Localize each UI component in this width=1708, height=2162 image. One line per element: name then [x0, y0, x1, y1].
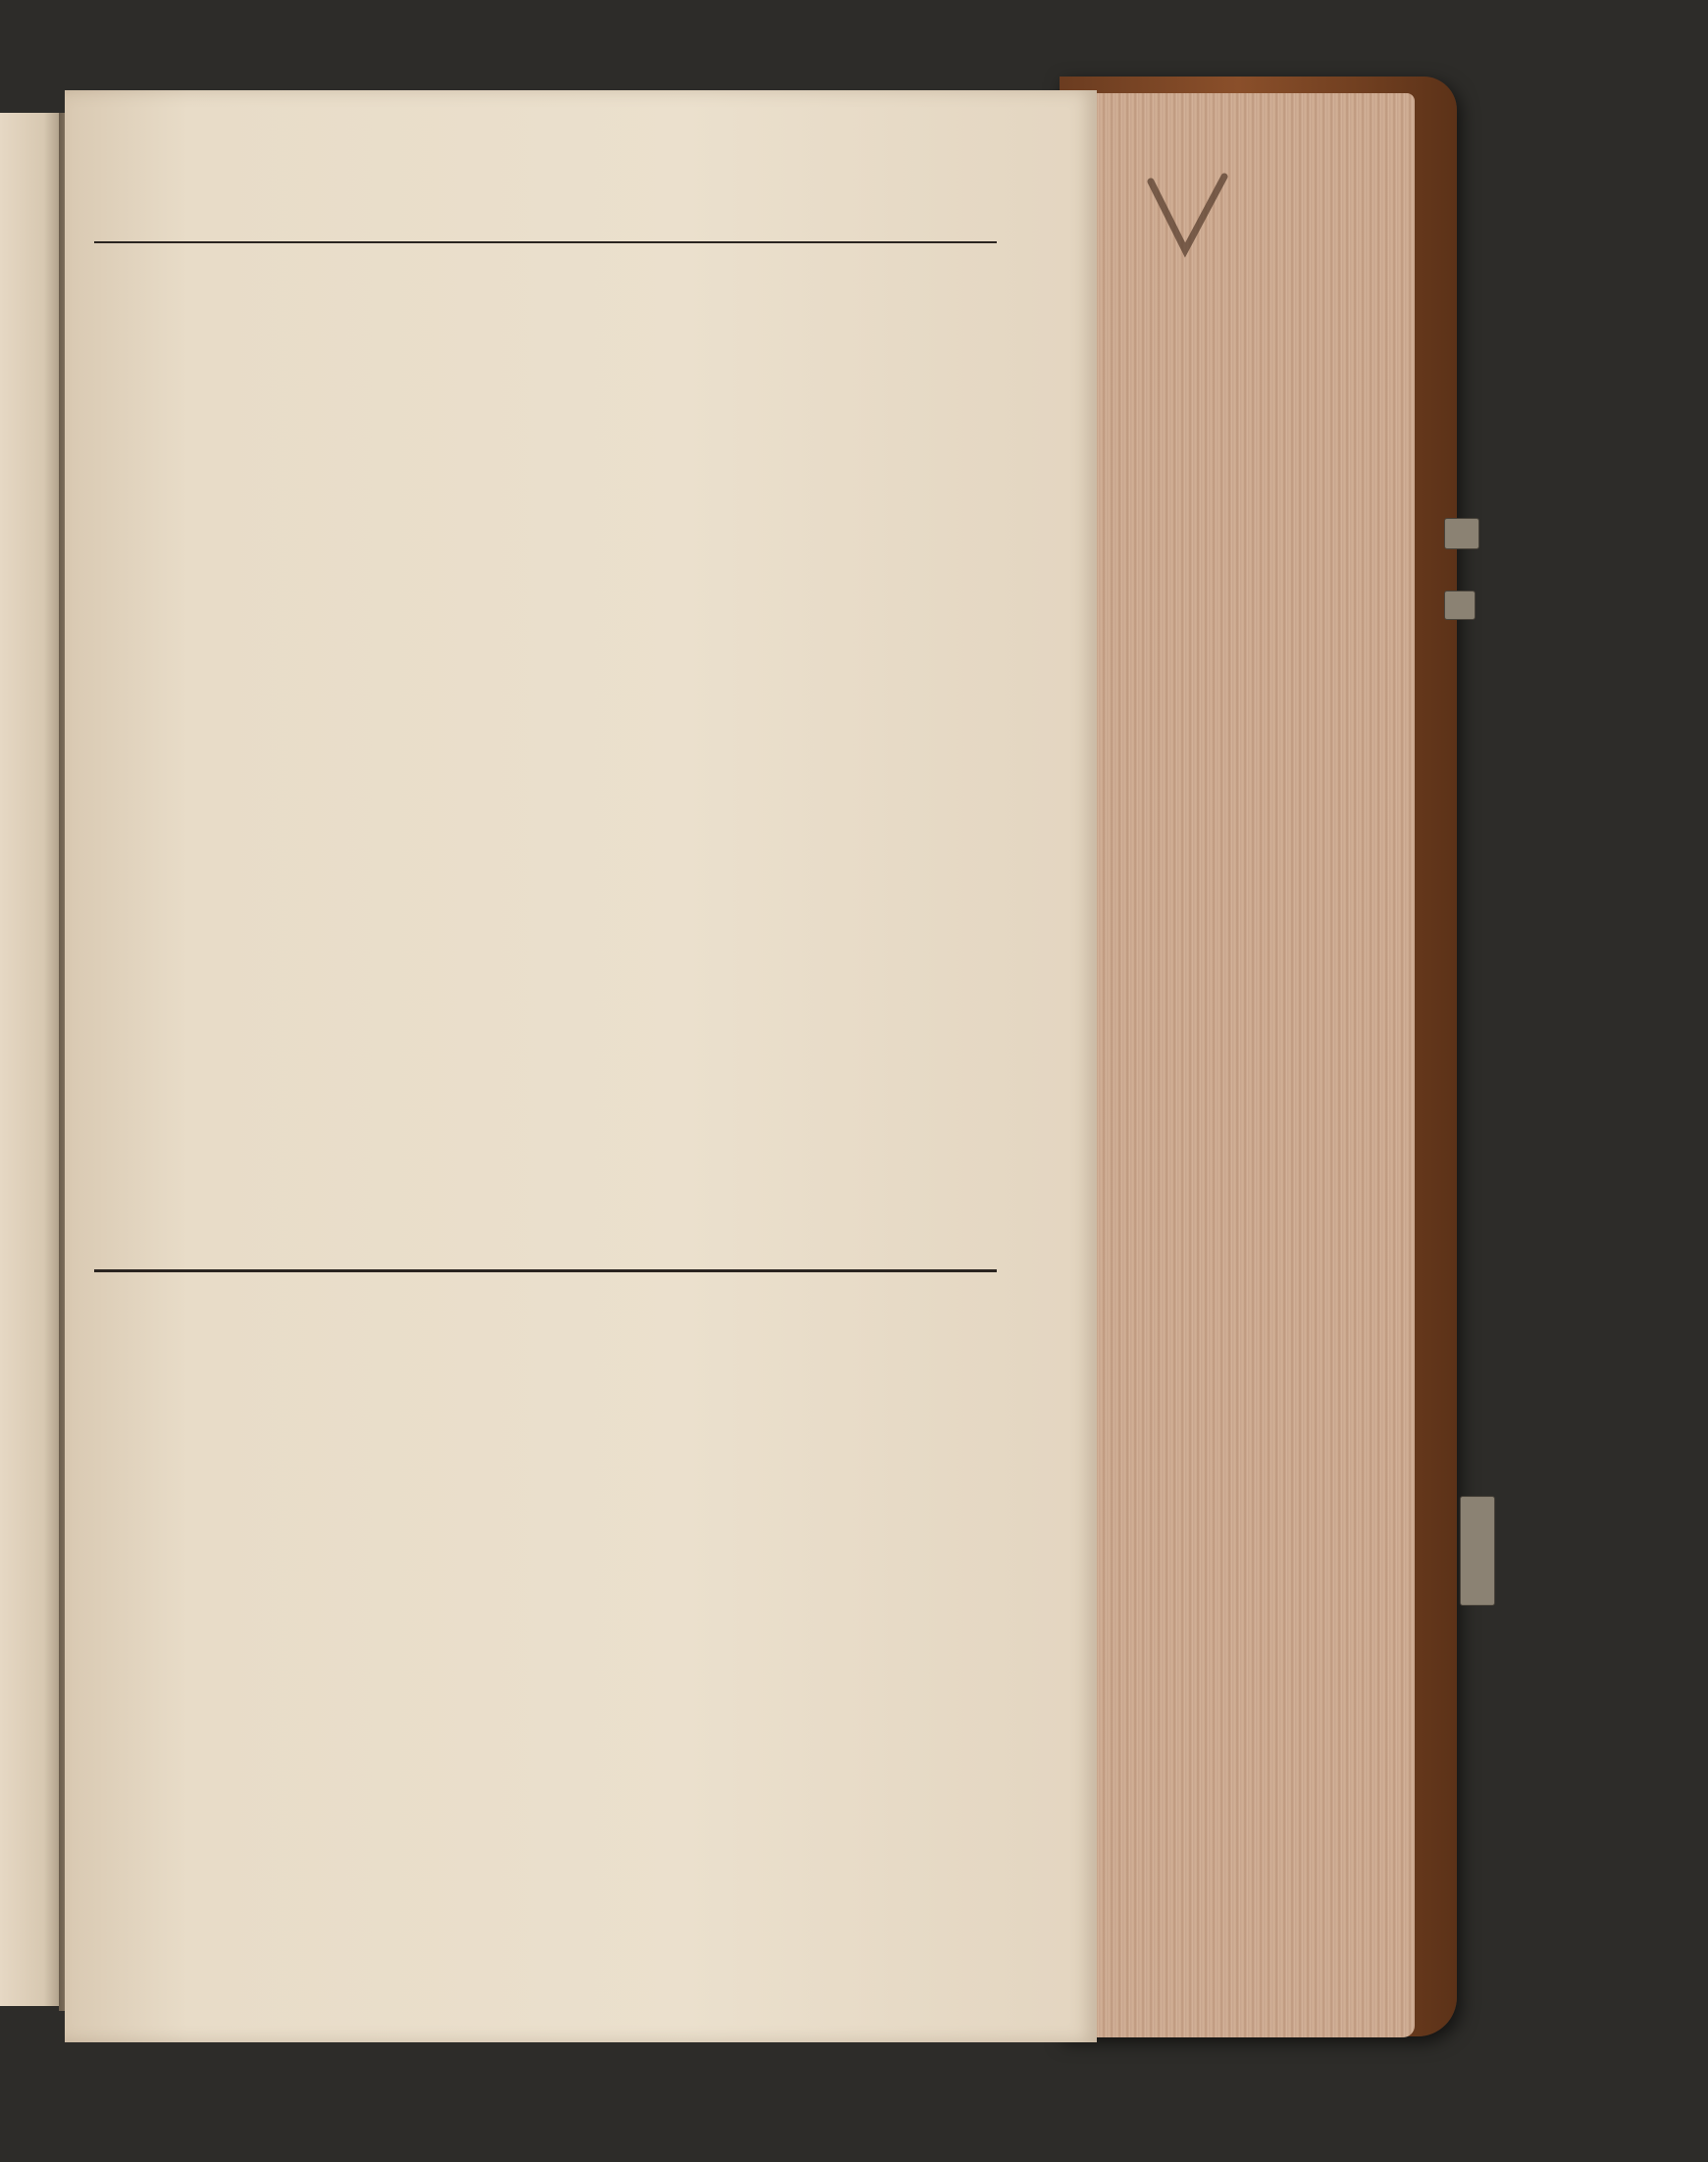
page-footer	[94, 1910, 997, 1959]
left-page-fragment	[0, 113, 63, 2006]
clasp-hinge-icon	[1460, 1496, 1495, 1606]
page-edges	[1091, 93, 1415, 2037]
section-divider	[94, 1269, 997, 1272]
body-text-section	[94, 1426, 997, 1430]
clasp-icon	[1444, 591, 1475, 620]
header-rule	[94, 241, 997, 243]
right-page	[65, 90, 1097, 2042]
running-head	[94, 188, 997, 247]
pencil-mark-icon	[1146, 167, 1234, 265]
clasp-icon	[1444, 518, 1479, 549]
